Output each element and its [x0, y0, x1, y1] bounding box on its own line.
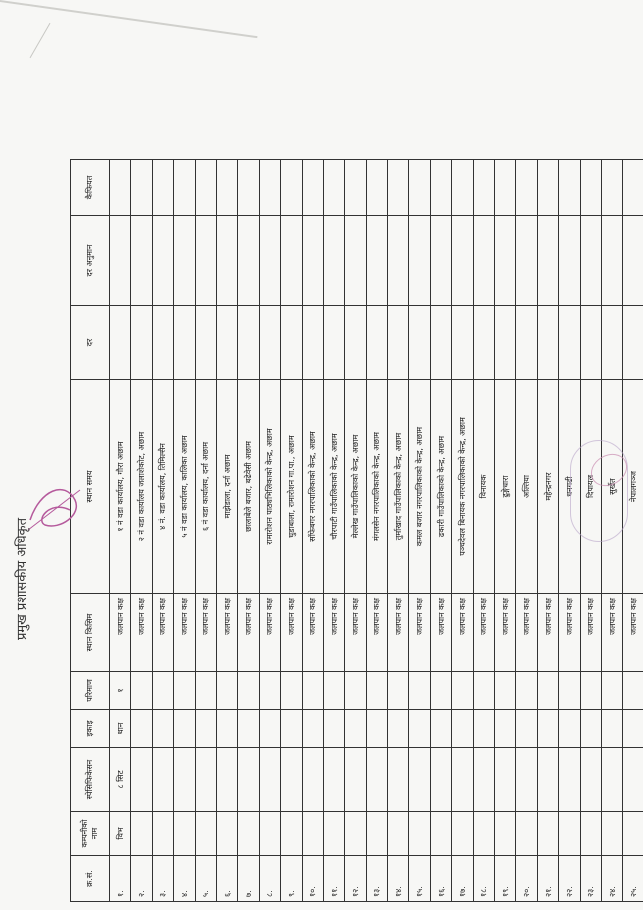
row-rate: [388, 306, 409, 380]
row-place-type: जलपान कक्ष: [430, 594, 451, 672]
row-location: नेपालगञ्ज: [623, 380, 643, 594]
row-amount: [131, 216, 152, 306]
page-crease: [30, 23, 51, 58]
row-unit: [152, 710, 173, 748]
row-sn: १७.: [452, 856, 473, 902]
table-row: [259, 160, 280, 902]
row-location: पञ्चदेवल बिनायक नगरपालिकाको केन्द्र, अछाम: [452, 380, 473, 594]
row-sn: ३.: [152, 856, 173, 902]
row-brand: [366, 812, 387, 856]
row-rate: [559, 306, 580, 380]
table-row: [174, 160, 195, 902]
row-spec: [580, 748, 601, 812]
row-unit: [473, 710, 494, 748]
header-rate: दर: [71, 306, 110, 380]
row-rate: [259, 306, 280, 380]
row-spec: [623, 748, 643, 812]
row-sn: ११.: [323, 856, 344, 902]
row-sn: ४.: [174, 856, 195, 902]
row-qty: [281, 672, 302, 710]
row-qty: [580, 672, 601, 710]
row-spec: [152, 748, 173, 812]
row-qty: [452, 672, 473, 710]
row-sn: १३.: [366, 856, 387, 902]
header-amount: दर अनुमान: [71, 216, 110, 306]
row-brand: [174, 812, 195, 856]
row-sn: ७.: [238, 856, 259, 902]
row-amount: [345, 216, 366, 306]
row-brand: विभ: [110, 812, 131, 856]
row-location: रामारोशन पाठ्यभिलिकाको केन्द्र, अछाम: [259, 380, 280, 594]
officer-title: प्रमुख प्रशासकीय अधिकृत: [15, 517, 30, 640]
row-location: ५ नं वडा कार्यालय, कालिका अछाम: [174, 380, 195, 594]
row-sn: १६.: [430, 856, 451, 902]
row-amount: [238, 216, 259, 306]
row-sn: ५.: [195, 856, 216, 902]
row-unit: [323, 710, 344, 748]
row-unit: [345, 710, 366, 748]
row-amount: [473, 216, 494, 306]
row-unit: थान: [110, 710, 131, 748]
row-qty: [537, 672, 558, 710]
row-place-type: जलपान कक्ष: [345, 594, 366, 672]
row-brand: [388, 812, 409, 856]
table-row: [388, 160, 409, 902]
row-rate: [580, 306, 601, 380]
row-remarks: [409, 160, 430, 216]
row-place-type: जलपान कक्ष: [623, 594, 643, 672]
row-brand: [559, 812, 580, 856]
row-spec: [131, 748, 152, 812]
table-row: [131, 160, 152, 902]
row-rate: [323, 306, 344, 380]
row-location: महेन्द्रनगर: [537, 380, 558, 594]
row-sn: २०.: [516, 856, 537, 902]
header-qty: परिमाण: [71, 672, 110, 710]
row-rate: [195, 306, 216, 380]
row-amount: [623, 216, 643, 306]
table-row: [238, 160, 259, 902]
row-place-type: जलपान कक्ष: [110, 594, 131, 672]
row-remarks: [388, 160, 409, 216]
row-amount: [601, 216, 622, 306]
row-location: ढकारी गाउँपालिकाको केन्द्र, अछाम: [430, 380, 451, 594]
row-qty: [388, 672, 409, 710]
table-row: [430, 160, 451, 902]
row-rate: [452, 306, 473, 380]
row-spec: [452, 748, 473, 812]
row-place-type: जलपान कक्ष: [388, 594, 409, 672]
row-place-type: जलपान कक्ष: [537, 594, 558, 672]
row-place-type: जलपान कक्ष: [152, 594, 173, 672]
row-brand: [473, 812, 494, 856]
row-amount: [110, 216, 131, 306]
row-brand: [216, 812, 237, 856]
row-sn: ९.: [281, 856, 302, 902]
row-place-type: जलपान कक्ष: [452, 594, 473, 672]
row-unit: [131, 710, 152, 748]
row-rate: [473, 306, 494, 380]
row-sn: २१.: [537, 856, 558, 902]
row-brand: [601, 812, 622, 856]
row-remarks: [345, 160, 366, 216]
row-qty: [473, 672, 494, 710]
row-amount: [195, 216, 216, 306]
row-place-type: जलपान कक्ष: [601, 594, 622, 672]
row-sn: १४.: [388, 856, 409, 902]
row-spec: [302, 748, 323, 812]
row-remarks: [152, 160, 173, 216]
row-qty: [238, 672, 259, 710]
row-brand: [259, 812, 280, 856]
row-spec: [388, 748, 409, 812]
row-sn: २३.: [580, 856, 601, 902]
row-sn: १९.: [495, 856, 516, 902]
row-place-type: जलपान कक्ष: [259, 594, 280, 672]
row-spec: [174, 748, 195, 812]
row-qty: [345, 672, 366, 710]
row-brand: [430, 812, 451, 856]
table-row: [216, 160, 237, 902]
row-amount: [366, 216, 387, 306]
row-brand: [152, 812, 173, 856]
row-rate: [131, 306, 152, 380]
row-location: छालाबेले बजार, बढेवेसी अछाम: [238, 380, 259, 594]
table-row: [152, 160, 173, 902]
row-location: १ नं वडा कार्यालय, गौरा अछाम: [110, 380, 131, 594]
row-sn: २५.: [623, 856, 643, 902]
row-spec: [238, 748, 259, 812]
row-qty: [623, 672, 643, 710]
row-sn: २.: [131, 856, 152, 902]
row-qty: [302, 672, 323, 710]
row-place-type: जलपान कक्ष: [174, 594, 195, 672]
row-location: मंगलसेन नगरपालिकाको केन्द्र, अछाम: [366, 380, 387, 594]
row-location: विनायक: [473, 380, 494, 594]
row-rate: [174, 306, 195, 380]
row-qty: [323, 672, 344, 710]
row-spec: [366, 748, 387, 812]
table-row: [473, 160, 494, 902]
row-spec: [409, 748, 430, 812]
row-unit: [516, 710, 537, 748]
row-amount: [559, 216, 580, 306]
row-unit: [366, 710, 387, 748]
row-sn: ८.: [259, 856, 280, 902]
row-unit: [601, 710, 622, 748]
row-brand: [495, 812, 516, 856]
row-remarks: [195, 160, 216, 216]
header-unit: इकाइ: [71, 710, 110, 748]
row-spec: [601, 748, 622, 812]
table-row: [195, 160, 216, 902]
row-remarks: [601, 160, 622, 216]
row-unit: [302, 710, 323, 748]
row-location: मेल्लेख गाउँपालिकाको केन्द्र, अछाम: [345, 380, 366, 594]
table-row: [409, 160, 430, 902]
row-amount: [409, 216, 430, 306]
row-place-type: जलपान कक्ष: [409, 594, 430, 672]
row-rate: [601, 306, 622, 380]
header-sn: क्र.सं.: [71, 856, 110, 902]
row-unit: [559, 710, 580, 748]
row-place-type: जलपान कक्ष: [281, 594, 302, 672]
quotation-table: [70, 159, 643, 902]
row-rate: [302, 306, 323, 380]
row-sn: २२.: [559, 856, 580, 902]
row-location: ढुङ्गेधारा: [495, 380, 516, 594]
row-unit: [216, 710, 237, 748]
row-rate: [537, 306, 558, 380]
row-rate: [516, 306, 537, 380]
row-rate: [430, 306, 451, 380]
row-remarks: [238, 160, 259, 216]
rotated-table-container: [70, 160, 643, 902]
row-location: ४ नं. वडा कार्यालय, तिमिल्सैन: [152, 380, 173, 594]
row-amount: [281, 216, 302, 306]
row-brand: [409, 812, 430, 856]
row-unit: [452, 710, 473, 748]
row-amount: [516, 216, 537, 306]
header-location: स्थान समय: [71, 380, 110, 594]
row-amount: [259, 216, 280, 306]
row-remarks: [430, 160, 451, 216]
table-row: [495, 160, 516, 902]
row-brand: [345, 812, 366, 856]
row-place-type: जलपान कक्ष: [559, 594, 580, 672]
header-remarks: कैफियत: [71, 160, 110, 216]
row-qty: [559, 672, 580, 710]
row-location: कमल बजार नगरपालिकाको केन्द्र, अछाम: [409, 380, 430, 594]
row-brand: [537, 812, 558, 856]
row-sn: १२.: [345, 856, 366, 902]
row-amount: [152, 216, 173, 306]
row-spec: [516, 748, 537, 812]
row-qty: [495, 672, 516, 710]
row-place-type: जलपान कक्ष: [238, 594, 259, 672]
row-rate: [623, 306, 643, 380]
row-remarks: [174, 160, 195, 216]
table-row: [302, 160, 323, 902]
row-rate: [238, 306, 259, 380]
row-sn: १०.: [302, 856, 323, 902]
row-spec: [281, 748, 302, 812]
row-amount: [216, 216, 237, 306]
row-spec: [473, 748, 494, 812]
row-amount: [580, 216, 601, 306]
table-row: [516, 160, 537, 902]
row-amount: [537, 216, 558, 306]
table-row: [281, 160, 302, 902]
row-amount: [388, 216, 409, 306]
row-qty: [430, 672, 451, 710]
row-place-type: जलपान कक्ष: [302, 594, 323, 672]
row-place-type: जलपान कक्ष: [216, 594, 237, 672]
table-row: [366, 160, 387, 902]
row-remarks: [216, 160, 237, 216]
row-qty: [174, 672, 195, 710]
row-place-type: जलपान कक्ष: [131, 594, 152, 672]
header-brand: कम्पनीको नाम: [71, 812, 110, 856]
row-remarks: [516, 160, 537, 216]
row-location: सुर्खेत: [601, 380, 622, 594]
row-unit: [623, 710, 643, 748]
row-qty: [195, 672, 216, 710]
row-sn: १५.: [409, 856, 430, 902]
row-location: तुर्माखाद गाउँपालिकाको केन्द्र, अछाम: [388, 380, 409, 594]
row-place-type: जलपान कक्ष: [366, 594, 387, 672]
row-brand: [623, 812, 643, 856]
table-row: [452, 160, 473, 902]
row-spec: [430, 748, 451, 812]
row-brand: [516, 812, 537, 856]
row-qty: [131, 672, 152, 710]
row-amount: [174, 216, 195, 306]
row-qty: [152, 672, 173, 710]
header-spec: स्पेसिफिकेसन: [71, 748, 110, 812]
row-location: धनगढी: [559, 380, 580, 594]
row-rate: [281, 306, 302, 380]
row-unit: [259, 710, 280, 748]
table-row: [623, 160, 643, 902]
row-remarks: [323, 160, 344, 216]
table-body: [110, 160, 643, 902]
row-sn: १.: [110, 856, 131, 902]
row-place-type: जलपान कक्ष: [473, 594, 494, 672]
row-remarks: [580, 160, 601, 216]
row-amount: [302, 216, 323, 306]
row-qty: [259, 672, 280, 710]
row-remarks: [281, 160, 302, 216]
row-brand: [302, 812, 323, 856]
row-remarks: [473, 160, 494, 216]
row-location: माझेडाला, दर्ना अछाम: [216, 380, 237, 594]
row-location: साँफेबगर नगरपालिकाको केन्द्र, अछाम: [302, 380, 323, 594]
row-remarks: [537, 160, 558, 216]
row-location: घुडाबाला, रामारोशन गा.पा., अछाम: [281, 380, 302, 594]
row-sn: ६.: [216, 856, 237, 902]
row-unit: [537, 710, 558, 748]
row-amount: [430, 216, 451, 306]
row-sn: २४.: [601, 856, 622, 902]
row-remarks: [452, 160, 473, 216]
row-spec: [195, 748, 216, 812]
row-rate: [216, 306, 237, 380]
table-row: [323, 160, 344, 902]
row-location: २ नं वडा कार्यालय जलाशेकोट, अछाम: [131, 380, 152, 594]
row-unit: [580, 710, 601, 748]
row-rate: [152, 306, 173, 380]
row-location: चौरपाटी गाउँपालिकाको केन्द्र, अछाम: [323, 380, 344, 594]
row-unit: [495, 710, 516, 748]
row-remarks: [495, 160, 516, 216]
row-location: अल्तिया: [516, 380, 537, 594]
row-qty: [366, 672, 387, 710]
page-crease: [0, 0, 257, 38]
row-rate: [110, 306, 131, 380]
row-rate: [366, 306, 387, 380]
row-place-type: जलपान कक्ष: [516, 594, 537, 672]
row-location: ६ नं वडा कार्यालय, दर्ना अछाम: [195, 380, 216, 594]
row-remarks: [623, 160, 643, 216]
row-brand: [452, 812, 473, 856]
row-unit: [238, 710, 259, 748]
table-row: [537, 160, 558, 902]
row-rate: [495, 306, 516, 380]
row-brand: [238, 812, 259, 856]
row-spec: [495, 748, 516, 812]
row-unit: [195, 710, 216, 748]
row-unit: [409, 710, 430, 748]
row-brand: [281, 812, 302, 856]
row-place-type: जलपान कक्ष: [580, 594, 601, 672]
row-remarks: [259, 160, 280, 216]
row-qty: [516, 672, 537, 710]
row-remarks: [559, 160, 580, 216]
row-rate: [345, 306, 366, 380]
row-brand: [131, 812, 152, 856]
row-unit: [388, 710, 409, 748]
row-amount: [452, 216, 473, 306]
row-spec: [259, 748, 280, 812]
row-remarks: [110, 160, 131, 216]
row-spec: ८ सिट: [110, 748, 131, 812]
row-sn: १८.: [473, 856, 494, 902]
row-unit: [174, 710, 195, 748]
row-spec: [537, 748, 558, 812]
row-rate: [409, 306, 430, 380]
row-spec: [559, 748, 580, 812]
row-remarks: [131, 160, 152, 216]
row-brand: [323, 812, 344, 856]
row-spec: [323, 748, 344, 812]
header-place-type: स्थान किसिम: [71, 594, 110, 672]
row-place-type: जलपान कक्ष: [323, 594, 344, 672]
row-amount: [495, 216, 516, 306]
row-spec: [345, 748, 366, 812]
row-place-type: जलपान कक्ष: [495, 594, 516, 672]
officer-signature: [20, 470, 90, 540]
row-place-type: जलपान कक्ष: [195, 594, 216, 672]
row-qty: [409, 672, 430, 710]
row-brand: [195, 812, 216, 856]
row-unit: [281, 710, 302, 748]
row-amount: [323, 216, 344, 306]
row-qty: [601, 672, 622, 710]
row-remarks: [366, 160, 387, 216]
row-spec: [216, 748, 237, 812]
row-qty: १: [110, 672, 131, 710]
table-row: [345, 160, 366, 902]
table-row: [110, 160, 131, 902]
row-location: दिपायल: [580, 380, 601, 594]
row-unit: [430, 710, 451, 748]
row-brand: [580, 812, 601, 856]
row-qty: [216, 672, 237, 710]
row-remarks: [302, 160, 323, 216]
